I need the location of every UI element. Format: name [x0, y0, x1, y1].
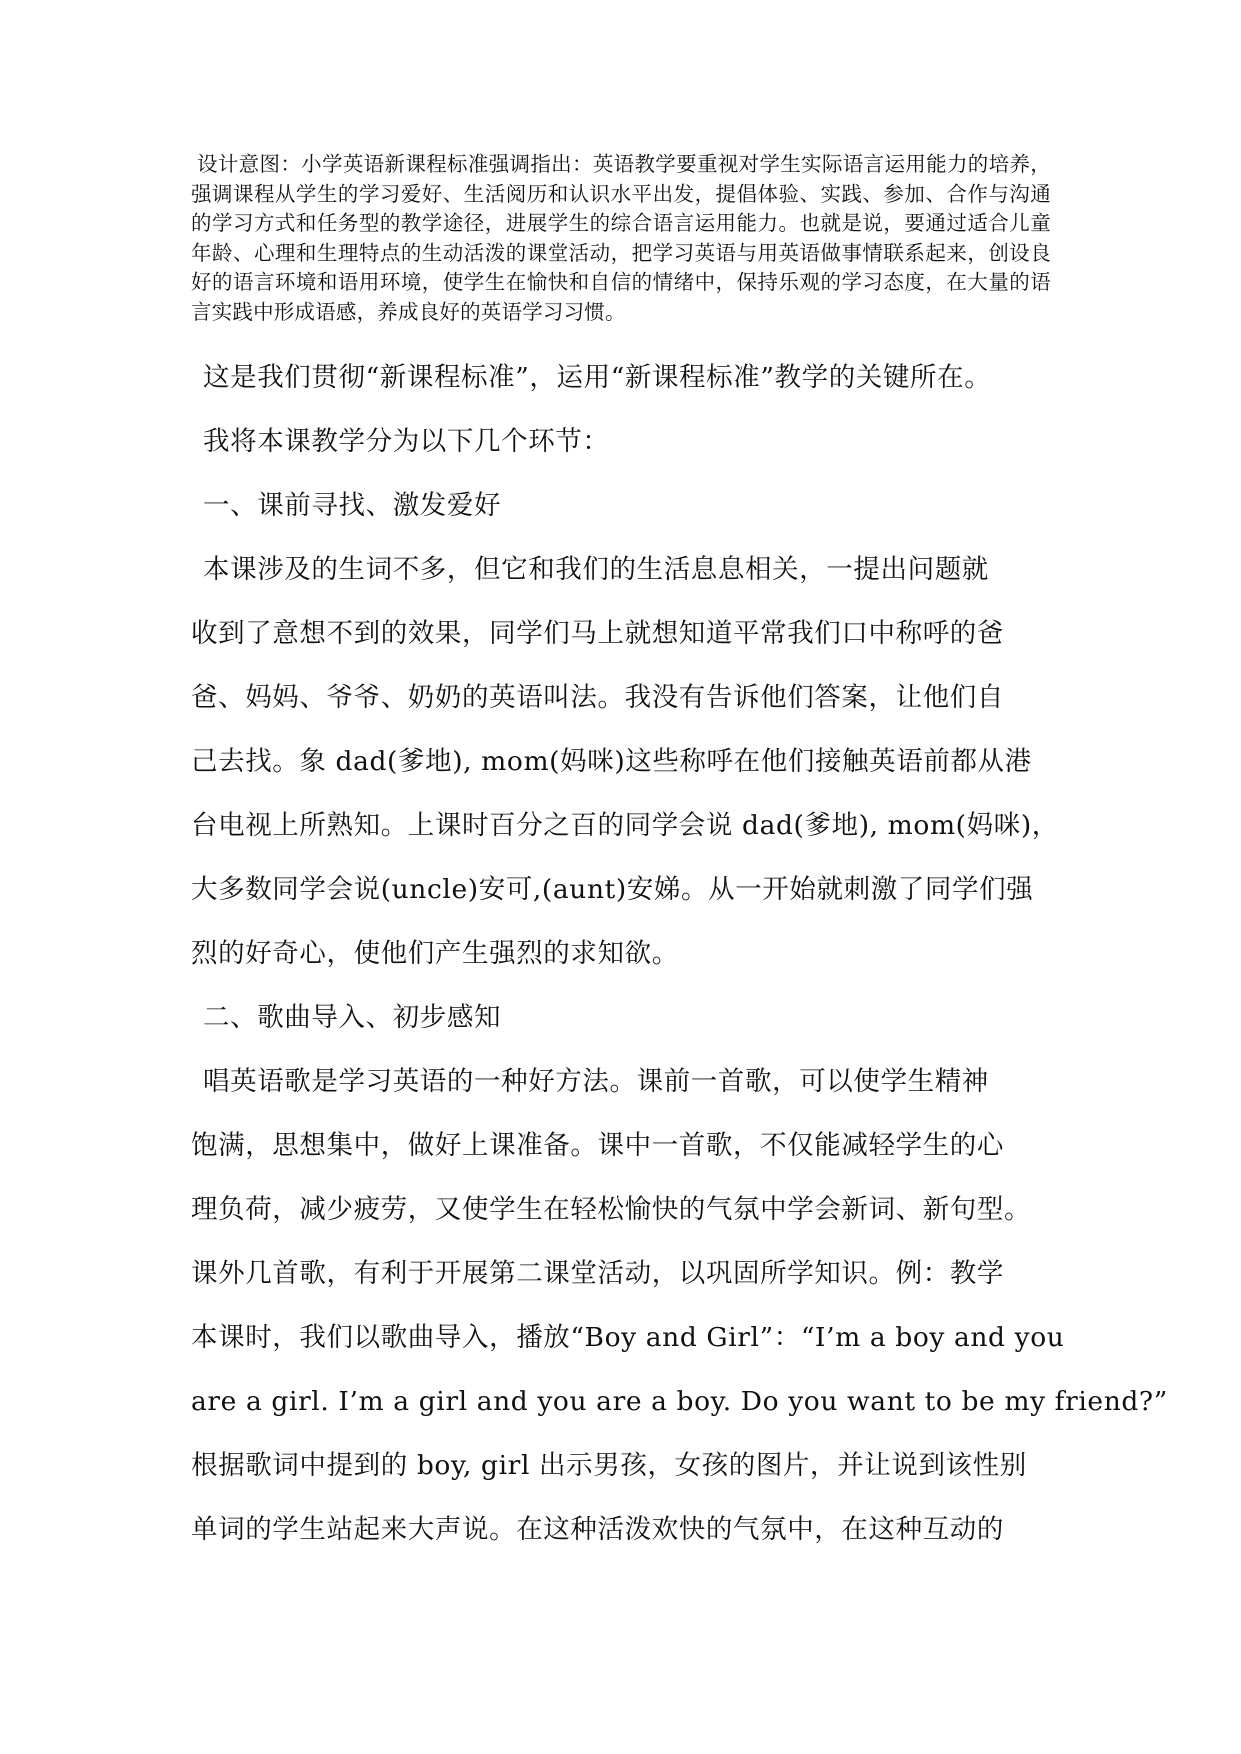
paragraph-line: 这是我们贯彻“新课程标准”，运用“新课程标准”教学的关键所在。 [203, 362, 992, 393]
paragraph-line: 本课时，我们以歌曲导入，播放“Boy and Girl”：“I’m a boy and you [191, 1322, 1065, 1353]
section-heading: 一、课前寻找、激发爱好 [203, 490, 502, 521]
paragraph-line: 本课涉及的生词不多，但它和我们的生活息息相关，一提出问题就 [203, 554, 989, 585]
paragraph-line: 爸、妈妈、爷爷、奶奶的英语叫法。我没有告诉他们答案，让他们自 [191, 682, 1004, 713]
paragraph-line: 己去找。象 dad(爹地), mom(妈咪)这些称呼在他们接触英语前都从港 [191, 746, 1032, 777]
paragraph-line: 我将本课教学分为以下几个环节： [203, 426, 610, 457]
paragraph-line: 唱英语歌是学习英语的一种好方法。课前一首歌，可以使学生精神 [203, 1066, 989, 1097]
paragraph-line: 台电视上所熟知。上课时百分之百的同学会说 dad(爹地), mom(妈咪)， [191, 810, 1059, 841]
paragraph-line: are a girl. I’m a girl and you are a boy. Do you want to be my friend?” [191, 1386, 1168, 1417]
paragraph-line: 收到了意想不到的效果，同学们马上就想知道平常我们口中称呼的爸 [191, 618, 1004, 649]
paragraph-line: 大多数同学会说(uncle)安可,(aunt)安娣。从一开始就刺激了同学们强 [191, 874, 1034, 905]
section-heading: 二、歌曲导入、初步感知 [203, 1002, 502, 1033]
paragraph-line: 根据歌词中提到的 boy, girl 出示男孩，女孩的图片，并让说到该性别 [191, 1450, 1027, 1481]
paragraph-line: 课外几首歌，有利于开展第二课堂活动，以巩固所学知识。例：教学 [191, 1258, 1004, 1289]
paragraph-line: 理负荷，减少疲劳，又使学生在轻松愉快的气氛中学会新词、新句型。 [191, 1194, 1032, 1225]
paragraph-line: 饱满，思想集中，做好上课准备。课中一首歌，不仅能减轻学生的心 [191, 1130, 1004, 1161]
paragraph-line: 烈的好奇心，使他们产生强烈的求知欲。 [191, 938, 679, 969]
paragraph-line: 单词的学生站起来大声说。在这种活泼欢快的气氛中，在这种互动的 [191, 1514, 1004, 1545]
design-intent-paragraph: 设计意图：小学英语新课程标准强调指出：英语教学要重视对学生实际语言运用能力的培养，强调课程从学生的学习爱好、生活阅历和认识水平出发，提倡体验、实践、参加、合作与沟通的学习方式和任务型的教学途径，进展学生的综合语言运用能力。也就是说，要通过适合儿童年龄、心理和生理特点的生动活泼的课堂活动，把学习英语与用英语做事情联系起来，创设良好的语言环境和语用环境，使学生在愉快和自信的情绪中，保持乐观的学习态度，在大量的语言实践中形成语感，养成良好的英语学习习惯。 [191, 152, 1051, 324]
